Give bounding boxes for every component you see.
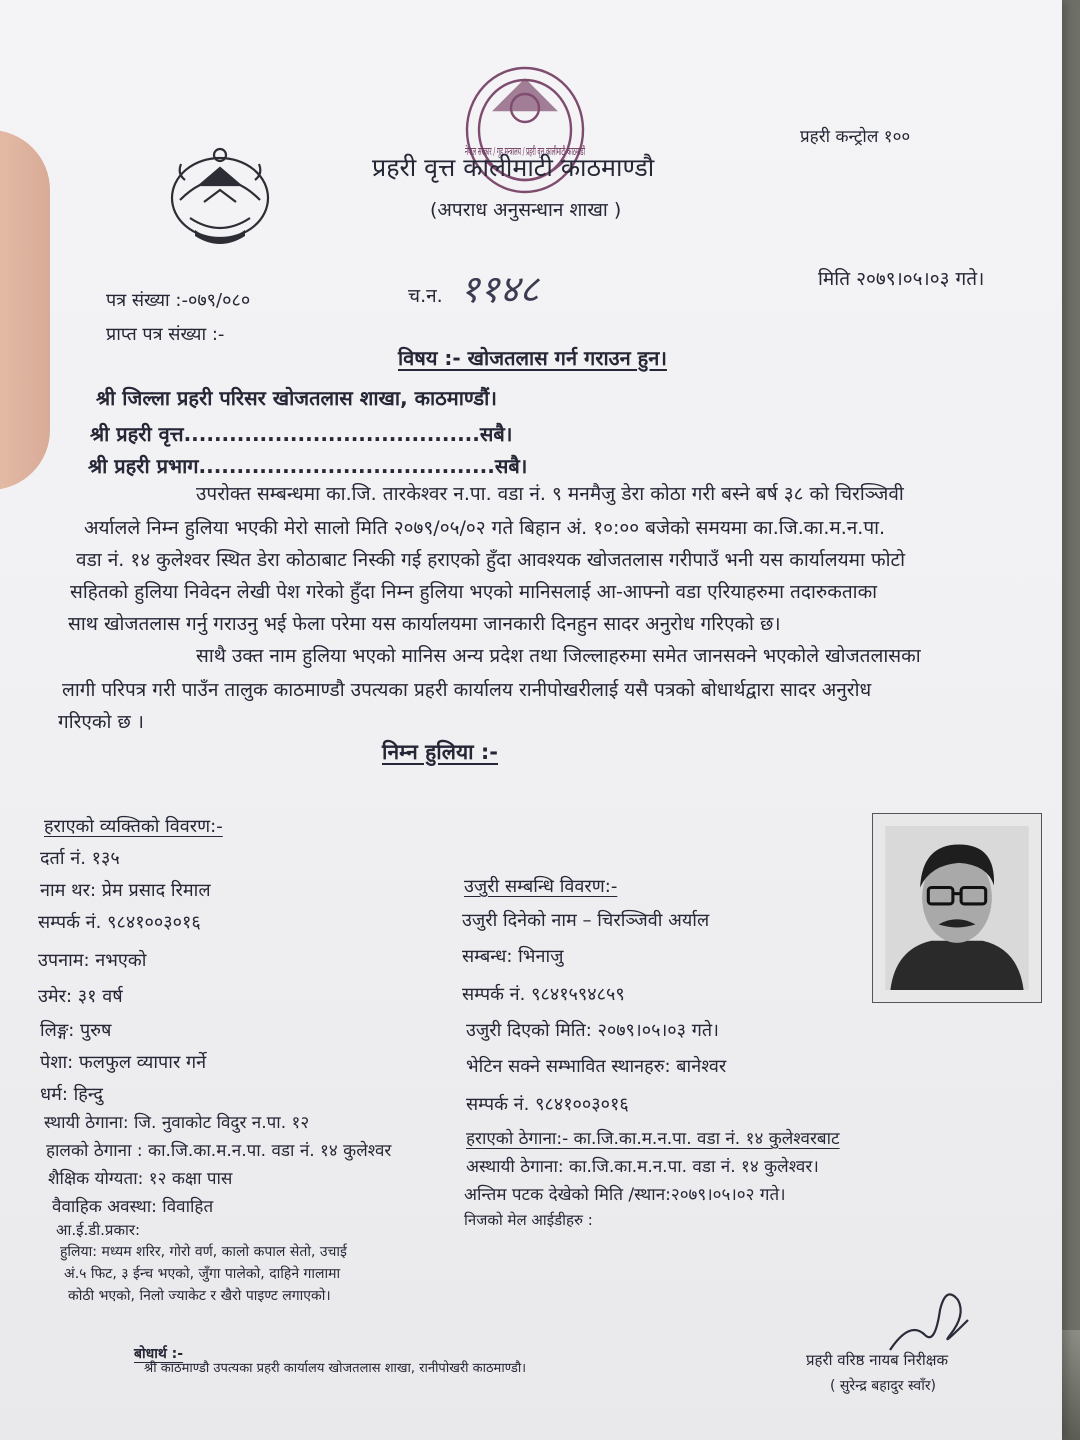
missing-person-heading: हराएको व्यक्तिको विवरण:- — [44, 816, 223, 837]
missing-person-photo — [872, 813, 1042, 1003]
seal-text: नेपाल सरकार / गृह मन्त्रालय / प्रहरी वृत्त कालीमाटी काठमाडौं — [465, 145, 586, 158]
paragraph-line: लागी परिपत्र गरी पाउँन तालुक काठमाण्डौ उपत्यका प्रहरी कार्यालय रानीपोखरीलाई यसै पत्रको बोधार्थद्वारा सादर अनुरोध — [62, 679, 872, 701]
description-heading: निम्न हुलिया :- — [382, 740, 499, 764]
missing-person-detail: वैवाहिक अवस्था: विवाहित — [52, 1197, 214, 1217]
paragraph-line: गरिएको छ । — [58, 711, 145, 733]
missing-person-detail: शैक्षिक योग्यता: १२ कक्षा पास — [48, 1169, 233, 1189]
missing-person-detail: उपनाम: नभएको — [38, 950, 147, 971]
police-control-number: प्रहरी कन्ट्रोल १०० — [800, 127, 911, 147]
missing-person-detail: दर्ता नं. १३५ — [40, 848, 120, 869]
missing-person-detail: आ.ई.डी.प्रकार: — [56, 1221, 141, 1239]
missing-person-detail: धर्म: हिन्दु — [40, 1084, 103, 1105]
complainant-detail: भेटिन सक्ने सम्भावित स्थानहरु: बानेश्वर — [466, 1056, 727, 1077]
dispatch-label: च.न. — [408, 285, 443, 307]
paragraph-line: वडा नं. १४ कुलेश्वर स्थित डेरा कोठाबाट निस्की गई हराएको हुँदा आवश्यक खोजतलास गरीपाउँ भनी यस कार्यालयमा फोटो — [76, 549, 906, 571]
recipient-line: श्री प्रहरी वृत्त.......................................सबै। — [90, 422, 513, 446]
missing-person-detail: सम्पर्क नं. ९८४१००३०१६ — [38, 912, 201, 933]
letter-date: मिति २०७९।०५।०३ गते। — [818, 268, 985, 290]
person-portrait-icon — [885, 826, 1029, 990]
missing-place: हराएको ठेगाना:- का.जि.का.म.न.पा. वडा नं. १४ कुलेश्वरबाट — [466, 1129, 840, 1149]
office-subtitle: (अपराध अनुसन्धान शाखा ) — [430, 199, 622, 221]
paragraph-line: उपरोक्त सम्बन्धमा का.जि. तारकेश्वर न.पा. वडा नं. ९ मनमैजु डेरा कोठा गरी बस्ने बर्ष ३८ को चिरञ्जिवी — [196, 483, 904, 505]
complainant-detail: सम्पर्क नं. ९८४१५९४८५९ — [462, 984, 625, 1005]
complainant-detail: सम्पर्क नं. ९८४१००३०१६ — [466, 1094, 629, 1115]
paragraph-line: अर्यालले निम्न हुलिया भएकी मेरो सालो मिति २०७९/०५/०२ गते बिहान अं. १०:०० बजेको समयमा का.जि.का.म.न.पा. — [84, 517, 886, 539]
cc-recipient: श्री काठमाण्डौ उपत्यका प्रहरी कार्यालय खोजतलास शाखा, रानीपोखरी काठमाण्डौ। — [144, 1361, 527, 1376]
last-seen-info: अन्तिम पटक देखेको मिति /स्थान:२०७९।०५।०२ गते। — [464, 1185, 786, 1205]
cc-label: बोधार्थ :- — [134, 1346, 184, 1362]
complainant-detail: उजुरी दिनेको नाम – चिरञ्जिवी अर्याल — [462, 910, 710, 931]
letter-subject: विषय :- खोजतलास गर्न गराउन हुन। — [398, 346, 667, 370]
paragraph-line: सहितको हुलिया निवेदन लेखी पेश गरेको हुँदा निम्न हुलिया भएको मानिसलाई आ-आफ्नो वडा एरियाहरुमा तदारुकताका — [70, 581, 878, 603]
complainant-detail: सम्बन्ध: भिनाजु — [462, 946, 564, 967]
email-ids: निजको मेल आईडीहरु : — [464, 1211, 593, 1229]
paragraph-line: साथ खोजतलास गर्नु गराउनु भई फेला परेमा यस कार्यालयमा जानकारी दिनहुन सादर अनुरोध गरिएको छ। — [68, 613, 781, 635]
missing-person-detail: लिङ्ग: पुरुष — [40, 1020, 112, 1041]
temporary-address: अस्थायी ठेगाना: का.जि.का.म.न.पा. वडा नं. १४ कुलेश्वर। — [466, 1157, 819, 1177]
signature-mark — [880, 1280, 990, 1360]
complainant-heading: उजुरी सम्बन्धि विवरण:- — [464, 876, 618, 897]
physical-description-line: अं.५ फिट, ३ ईन्च भएको, जुँगा पालेको, दाहिने गालामा — [64, 1266, 341, 1282]
received-letter-number: प्राप्त पत्र संख्या :- — [106, 324, 225, 345]
missing-person-detail: स्थायी ठेगाना: जि. नुवाकोट विदुर न.पा. १२ — [44, 1113, 310, 1133]
letter-number: पत्र संख्या :-०७९/०८० — [106, 290, 251, 311]
complainant-detail: उजुरी दिएको मिति: २०७९।०५।०३ गते। — [466, 1020, 719, 1041]
physical-description-line: कोठी भएको, निलो ज्याकेट र खैरो पाइण्ट लगाएको। — [68, 1288, 331, 1304]
signatory-name: ( सुरेन्द्र बहादुर स्वाँर) — [830, 1378, 937, 1394]
missing-person-detail: पेशा: फलफुल व्यापार गर्ने — [40, 1052, 207, 1073]
holding-finger — [0, 130, 50, 490]
signatory-title: प्रहरी वरिष्ठ नायब निरीक्षक — [806, 1351, 949, 1369]
recipient-line: श्री जिल्ला प्रहरी परिसर खोजतलास शाखा, काठमाण्डौं। — [96, 386, 497, 410]
nepal-emblem-icon — [160, 140, 280, 250]
recipient-line: श्री प्रहरी प्रभाग.......................................सबै। — [88, 454, 528, 478]
physical-description-line: हुलिया: मध्यम शरिर, गोरो वर्ण, कालो कपाल सेतो, उचाई — [60, 1244, 347, 1260]
missing-person-detail: नाम थर: प्रेम प्रसाद रिमाल — [40, 880, 211, 901]
dispatch-number: ११४८ — [460, 267, 540, 311]
missing-person-detail: हालको ठेगाना : का.जि.का.म.न.पा. वडा नं. १४ कुलेश्वर — [46, 1141, 392, 1161]
office-title: प्रहरी वृत्त कालीमाटी काठमाण्डौ — [372, 153, 655, 182]
paragraph-line: साथै उक्त नाम हुलिया भएको मानिस अन्य प्रदेश तथा जिल्लाहरुमा समेत जानसक्ने भएकोले खोजतलासका — [196, 645, 921, 667]
missing-person-detail: उमेर: ३१ वर्ष — [38, 986, 123, 1007]
